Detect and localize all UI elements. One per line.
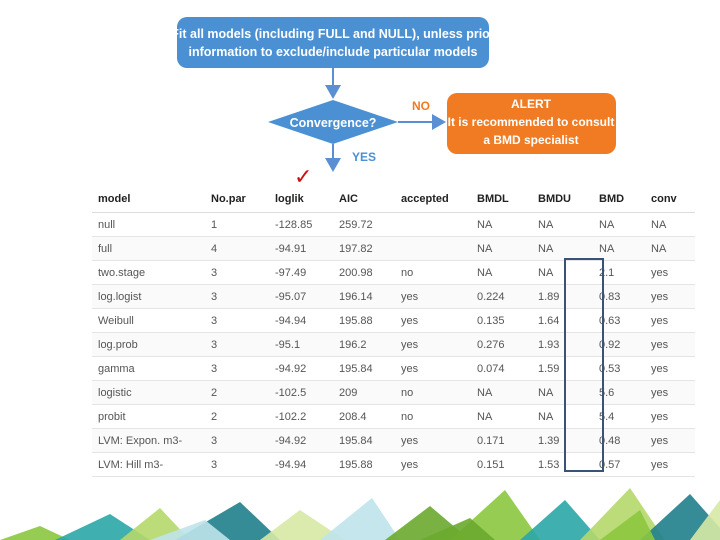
table-cell-bmdu: NA — [532, 261, 593, 285]
table-cell-loglik: -97.49 — [269, 261, 333, 285]
table-row — [92, 333, 695, 357]
top-process-box — [177, 17, 489, 68]
table-cell-bmd: NA — [593, 237, 645, 261]
table-cell-bmdl: NA — [471, 381, 532, 405]
table-cell-model: probit — [92, 405, 205, 429]
top-box-line2: information to exclude/include particular models — [188, 45, 478, 59]
table-cell-model: log.logist — [92, 285, 205, 309]
table-cell-loglik: -94.91 — [269, 237, 333, 261]
column-header-accepted: accepted — [395, 186, 471, 213]
table-cell-aic: 196.2 — [333, 333, 395, 357]
table-row — [92, 237, 695, 261]
column-header-bmdl: BMDL — [471, 186, 532, 213]
column-header-conv: conv — [645, 186, 695, 213]
table-cell-bmd: 0.83 — [593, 285, 645, 309]
table-cell-conv: yes — [645, 261, 695, 285]
table-cell-aic: 195.88 — [333, 309, 395, 333]
table-cell-conv: yes — [645, 453, 695, 477]
table-cell-loglik: -128.85 — [269, 213, 333, 237]
table-cell-bmdu: NA — [532, 405, 593, 429]
table-cell-aic: 196.14 — [333, 285, 395, 309]
table-row — [92, 357, 695, 381]
table-cell-loglik: -102.2 — [269, 405, 333, 429]
table-cell-conv: NA — [645, 237, 695, 261]
alert-line1: It is recommended to consult — [447, 115, 615, 129]
column-header-loglik: loglik — [269, 186, 333, 213]
column-header-model: model — [92, 186, 205, 213]
top-box-line1: Fit all models (including FULL and NULL), unless prior — [171, 27, 495, 41]
table-cell-no-par: 3 — [205, 285, 269, 309]
table-row — [92, 285, 695, 309]
table-cell-bmdu: NA — [532, 237, 593, 261]
no-label: NO — [412, 99, 430, 113]
table-cell-accepted: no — [395, 381, 471, 405]
table-cell-aic: 209 — [333, 381, 395, 405]
column-header-aic: AIC — [333, 186, 395, 213]
table-cell-bmdl: NA — [471, 237, 532, 261]
table-cell-bmd: NA — [593, 213, 645, 237]
table-cell-bmdu: 1.53 — [532, 453, 593, 477]
table-cell-bmdu: 1.93 — [532, 333, 593, 357]
table-cell-model: gamma — [92, 357, 205, 381]
table-row — [92, 381, 695, 405]
table-cell-bmdl: 0.276 — [471, 333, 532, 357]
table-cell-aic: 200.98 — [333, 261, 395, 285]
table-cell-conv: yes — [645, 381, 695, 405]
table-cell-bmd: 5.4 — [593, 405, 645, 429]
table-cell-bmdu: 1.59 — [532, 357, 593, 381]
table-header-row — [92, 186, 695, 213]
table-cell-model: two.stage — [92, 261, 205, 285]
table-cell-bmdu: 1.39 — [532, 429, 593, 453]
table-cell-bmd: 5.6 — [593, 381, 645, 405]
table-cell-no-par: 2 — [205, 381, 269, 405]
flowchart — [0, 0, 720, 185]
table-cell-no-par: 3 — [205, 309, 269, 333]
table-cell-no-par: 3 — [205, 429, 269, 453]
table-cell-bmdl: NA — [471, 405, 532, 429]
table-cell-loglik: -95.07 — [269, 285, 333, 309]
table-cell-model: Weibull — [92, 309, 205, 333]
table-cell-no-par: 1 — [205, 213, 269, 237]
table-cell-aic: 195.84 — [333, 357, 395, 381]
table-cell-accepted: yes — [395, 309, 471, 333]
table-row — [92, 213, 695, 237]
column-header-no-par: No.par — [205, 186, 269, 213]
table-cell-accepted: yes — [395, 357, 471, 381]
table-body — [92, 213, 695, 477]
table-cell-loglik: -94.92 — [269, 357, 333, 381]
table-cell-conv: yes — [645, 333, 695, 357]
table-cell-aic: 195.88 — [333, 453, 395, 477]
table-cell-bmd: 0.63 — [593, 309, 645, 333]
decor-triangle — [320, 498, 400, 540]
table-row — [92, 405, 695, 429]
table-cell-loglik: -94.94 — [269, 309, 333, 333]
table-cell-accepted: yes — [395, 429, 471, 453]
decision-label: Convergence? — [289, 116, 377, 130]
table-cell-loglik: -94.92 — [269, 429, 333, 453]
table-cell-no-par: 3 — [205, 453, 269, 477]
table-cell-no-par: 3 — [205, 261, 269, 285]
table-cell-bmdu: 1.64 — [532, 309, 593, 333]
alert-line2: a BMD specialist — [483, 133, 579, 147]
table-cell-accepted: no — [395, 261, 471, 285]
table-cell-loglik: -102.5 — [269, 381, 333, 405]
table-cell-accepted — [395, 237, 471, 261]
table-cell-accepted — [395, 213, 471, 237]
table-cell-bmdl: 0.074 — [471, 357, 532, 381]
table-cell-bmdu: 1.89 — [532, 285, 593, 309]
table-cell-conv: yes — [645, 405, 695, 429]
table-cell-conv: yes — [645, 429, 695, 453]
table-cell-conv: yes — [645, 309, 695, 333]
table-cell-accepted: no — [395, 405, 471, 429]
table-cell-bmdl: NA — [471, 213, 532, 237]
table-cell-bmdl: NA — [471, 261, 532, 285]
table-cell-bmdl: 0.135 — [471, 309, 532, 333]
table-cell-model: LVM: Expon. m3- — [92, 429, 205, 453]
table-row — [92, 429, 695, 453]
alert-title: ALERT — [511, 97, 551, 111]
table-cell-aic: 195.84 — [333, 429, 395, 453]
table-cell-accepted: yes — [395, 285, 471, 309]
table-cell-accepted: yes — [395, 333, 471, 357]
table-cell-model: null — [92, 213, 205, 237]
table-cell-model: logistic — [92, 381, 205, 405]
table-cell-bmdl: 0.151 — [471, 453, 532, 477]
table-cell-aic: 208.4 — [333, 405, 395, 429]
column-header-bmd: BMD — [593, 186, 645, 213]
table-cell-bmd: 2.1 — [593, 261, 645, 285]
table-row — [92, 309, 695, 333]
column-header-bmdu: BMDU — [532, 186, 593, 213]
table-row — [92, 453, 695, 477]
table-cell-bmdl: 0.224 — [471, 285, 532, 309]
table-cell-no-par: 3 — [205, 333, 269, 357]
table-cell-bmdu: NA — [532, 213, 593, 237]
table-cell-loglik: -94.94 — [269, 453, 333, 477]
model-results-table — [92, 186, 695, 477]
table-cell-model: LVM: Hill m3- — [92, 453, 205, 477]
table-cell-no-par: 4 — [205, 237, 269, 261]
table-cell-conv: yes — [645, 285, 695, 309]
table-cell-aic: 197.82 — [333, 237, 395, 261]
check-icon: ✓ — [294, 164, 313, 185]
table-cell-bmd: 0.57 — [593, 453, 645, 477]
table-cell-bmd: 0.92 — [593, 333, 645, 357]
table-cell-conv: NA — [645, 213, 695, 237]
decorative-banner — [0, 480, 720, 540]
table-cell-aic: 259.72 — [333, 213, 395, 237]
table-cell-conv: yes — [645, 357, 695, 381]
table-cell-bmdu: NA — [532, 381, 593, 405]
table-cell-bmd: 0.48 — [593, 429, 645, 453]
table-cell-accepted: yes — [395, 453, 471, 477]
table-row — [92, 261, 695, 285]
table-cell-no-par: 3 — [205, 357, 269, 381]
table-cell-bmdl: 0.171 — [471, 429, 532, 453]
table-cell-model: full — [92, 237, 205, 261]
yes-label: YES — [352, 150, 377, 164]
table-cell-no-par: 2 — [205, 405, 269, 429]
table-cell-loglik: -95.1 — [269, 333, 333, 357]
table-cell-bmd: 0.53 — [593, 357, 645, 381]
table-cell-model: log.prob — [92, 333, 205, 357]
